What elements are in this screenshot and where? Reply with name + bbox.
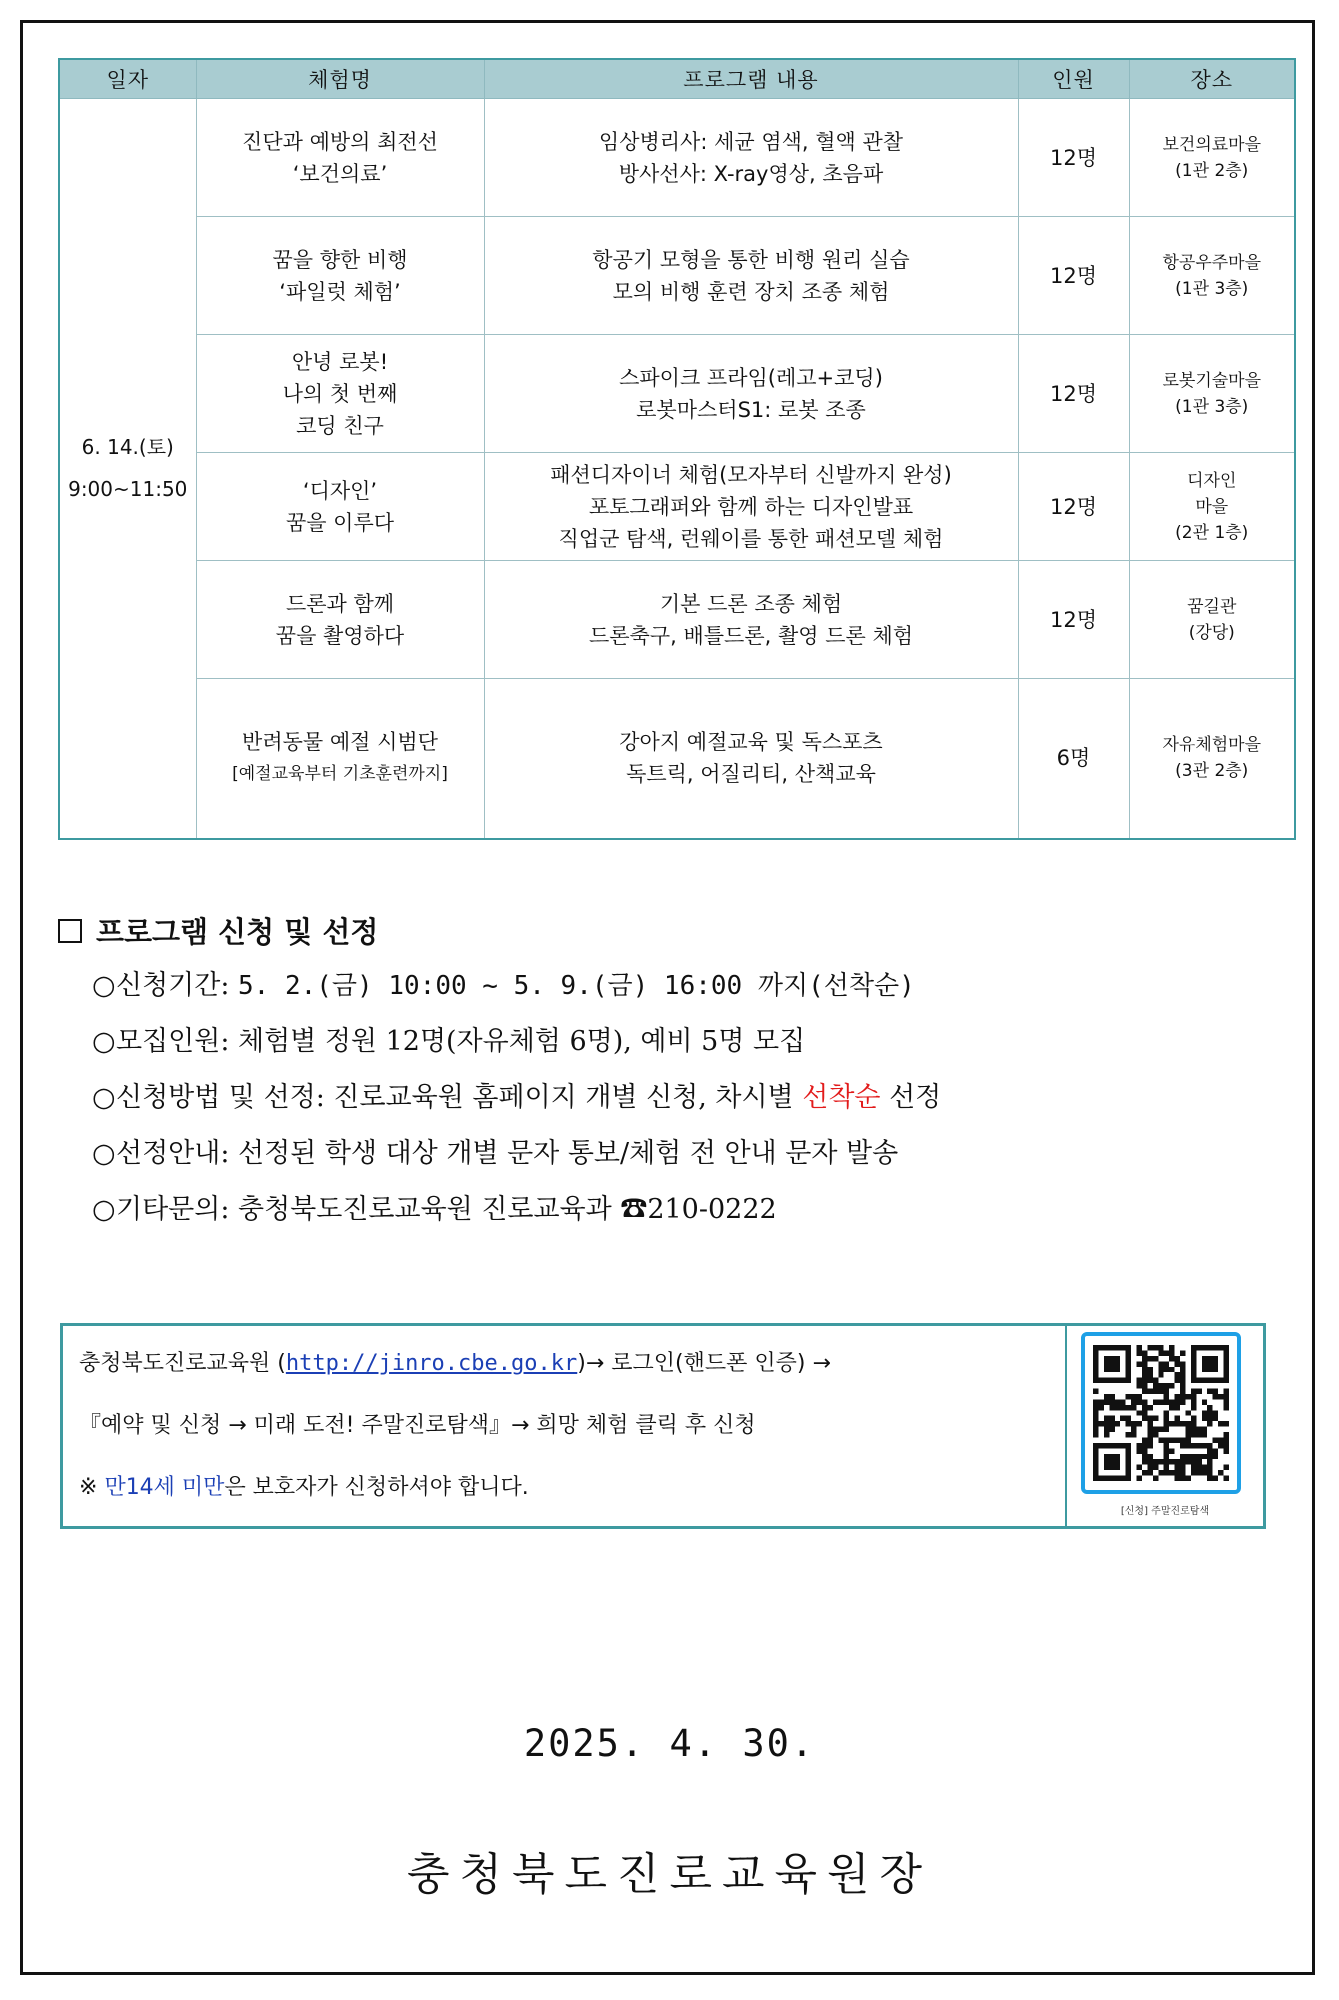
program-people: 12명 (1018, 335, 1129, 453)
header-place: 장소 (1129, 59, 1295, 99)
info-line-3: ※ 만14세 미만은 보호자가 신청하셔야 합니다. (79, 1475, 529, 1500)
table-row (59, 99, 1295, 217)
program-name: ‘디자인’ 꿈을 이루다 (196, 453, 484, 561)
table-row (59, 453, 1295, 561)
table-row (59, 561, 1295, 679)
application-info-box (60, 1323, 1266, 1529)
age-highlight: 만14세 미만 (104, 1475, 225, 1500)
list-item-method: ○신청방법 및 선정: 진로교육원 홈페이지 개별 신청, 차시별 선착순 선정 (92, 1070, 941, 1126)
header-program-name: 체험명 (196, 59, 484, 99)
program-place: 자유체험마을 (3관 2층) (1129, 679, 1295, 839)
program-place: 로봇기술마을 (1관 3층) (1129, 335, 1295, 453)
list-item-period: ○신청기간: 5. 2.(금) 10:00 ~ 5. 9.(금) 16:00 까지(선착순) (92, 958, 941, 1014)
header-program-content: 프로그램 내용 (484, 59, 1018, 99)
circle-bullet-icon: ○ (92, 1026, 116, 1057)
program-name: 반려동물 예절 시범단 [예절교육부터 기초훈련까지] (196, 679, 484, 839)
header-date: 일자 (59, 59, 196, 99)
event-time: 9:00~11:50 (68, 477, 188, 502)
circle-bullet-icon: ○ (92, 1138, 116, 1169)
info-line-1: 충청북도진로교육원 (http://jinro.cbe.go.kr)→ 로그인(핸드폰 인증) → (79, 1351, 831, 1376)
circle-bullet-icon: ○ (92, 970, 116, 1001)
program-people: 12명 (1018, 99, 1129, 217)
table-row (59, 679, 1295, 839)
program-place: 디자인 마을 (2관 1층) (1129, 453, 1295, 561)
program-content: 스파이크 프라임(레고+코딩) 로봇마스터S1: 로봇 조종 (484, 335, 1018, 453)
program-name: 안녕 로봇! 나의 첫 번째 코딩 친구 (196, 335, 484, 453)
date-cell (59, 99, 196, 839)
qr-code-icon[interactable] (1081, 1332, 1241, 1494)
application-period: 5. 2.(금) 10:00 ~ 5. 9.(금) 16:00 까지(선착순) (238, 971, 915, 1001)
qr-cell (1065, 1326, 1263, 1526)
circle-bullet-icon: ○ (92, 1194, 116, 1225)
document-date: 2025. 4. 30. (523, 1722, 816, 1765)
list-item-notice: ○선정안내: 선정된 학생 대상 개별 문자 통보/체험 전 안내 문자 발송 (92, 1126, 941, 1182)
program-place: 꿈길관 (강당) (1129, 561, 1295, 679)
list-item-inquiry: ○기타문의: 충청북도진로교육원 진로교육과 ☎210-0222 (92, 1182, 941, 1238)
application-details-list (92, 958, 941, 1238)
list-item-recruit: ○모집인원: 체험별 정원 12명(자유체험 6명), 예비 5명 모집 (92, 1014, 941, 1070)
section-title-text: 프로그램 신청 및 선정 (96, 915, 379, 949)
homepage-link[interactable]: http://jinro.cbe.go.kr (285, 1351, 578, 1376)
program-people: 12명 (1018, 217, 1129, 335)
program-name: 드론과 함께 꿈을 촬영하다 (196, 561, 484, 679)
program-people: 6명 (1018, 679, 1129, 839)
event-date: 6. 14.(토) (81, 435, 174, 460)
program-content: 항공기 모형을 통한 비행 원리 실습 모의 비행 훈련 장치 조종 체험 (484, 217, 1018, 335)
program-place: 보건의료마을 (1관 2층) (1129, 99, 1295, 217)
program-content: 기본 드론 조종 체험 드론축구, 배틀드론, 촬영 드론 체험 (484, 561, 1018, 679)
program-people: 12명 (1018, 561, 1129, 679)
program-name: 진단과 예방의 최전선 ‘보건의료’ (196, 99, 484, 217)
table-header-row (59, 59, 1295, 99)
program-place: 항공우주마을 (1관 3층) (1129, 217, 1295, 335)
schedule-table (58, 58, 1296, 840)
program-content: 패션디자이너 체험(모자부터 신발까지 완성) 포토그래퍼와 함께 하는 디자인발표 직업군 탐색, 런웨이를 통한 패션모델 체험 (484, 453, 1018, 561)
first-come-highlight: 선착순 (802, 1082, 881, 1113)
program-name: 꿈을 향한 비행 ‘파일럿 체험’ (196, 217, 484, 335)
section-title (58, 910, 378, 951)
circle-bullet-icon: ○ (92, 1082, 116, 1113)
table-row (59, 335, 1295, 453)
info-line-2: 『예약 및 신청 → 미래 도전! 주말진로탐색』→ 희망 체험 클릭 후 신청 (79, 1413, 756, 1438)
program-content: 강아지 예절교육 및 독스포츠 독트릭, 어질리티, 산책교육 (484, 679, 1018, 839)
table-row (59, 217, 1295, 335)
header-people: 인원 (1018, 59, 1129, 99)
program-content: 임상병리사: 세균 염색, 혈액 관찰 방사선사: X-ray영상, 초음파 (484, 99, 1018, 217)
qr-caption: [신청] 주말진로탐색 (1120, 1506, 1210, 1517)
issuer-signature: 충청북도진로교육원장 (406, 1849, 933, 1900)
checkbox-square-icon (58, 919, 82, 943)
program-people: 12명 (1018, 453, 1129, 561)
